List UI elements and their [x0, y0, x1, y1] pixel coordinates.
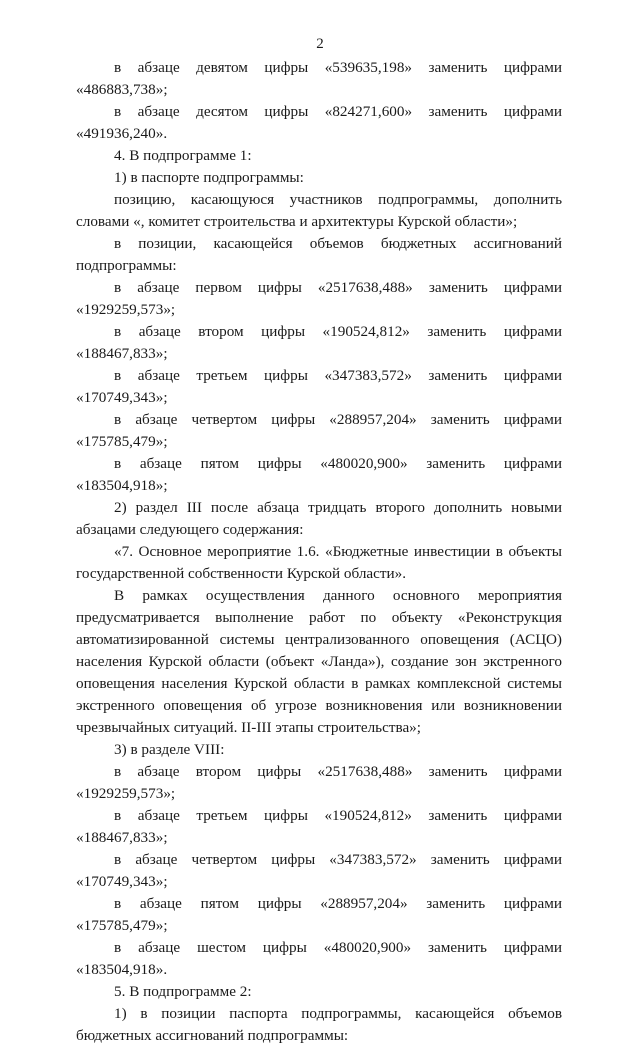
text-line: населения Курской области (объект «Ланда»), создание зон экстренного [76, 653, 562, 670]
text-line: экстренного оповещения об угрозе возникновения или возникновении [76, 697, 562, 714]
document-body [76, 57, 562, 1047]
text-line: в абзаце третьем цифры «347383,572» заменить цифрами [114, 367, 562, 384]
text-line: «188467,833»; [76, 829, 168, 846]
text-line: в позиции, касающейся объемов бюджетных ассигнований [114, 235, 562, 252]
text-line: оповещения населения Курской области в рамках комплексной системы [76, 675, 562, 692]
text-line: «170749,343»; [76, 873, 168, 890]
text-line: в абзаце шестом цифры «480020,900» заменить цифрами [114, 939, 562, 956]
text-line: в абзаце четвертом цифры «347383,572» заменить цифрами [114, 851, 562, 868]
text-line: подпрограммы: [76, 257, 177, 274]
text-line: «170749,343»; [76, 389, 168, 406]
text-line: «491936,240». [76, 125, 168, 142]
text-line: словами «, комитет строительства и архитектуры Курской области»; [76, 213, 518, 230]
text-line: «1929259,573»; [76, 785, 176, 802]
text-line: «7. Основное мероприятие 1.6. «Бюджетные инвестиции в объекты [114, 543, 562, 560]
text-line: 5. В подпрограмме 2: [114, 983, 252, 1000]
page-number: 2 [316, 36, 324, 52]
text-line: позицию, касающуюся участников подпрограммы, дополнить [114, 191, 562, 208]
text-line: «175785,479»; [76, 433, 168, 450]
text-line: государственной собственности Курской области». [76, 565, 407, 582]
text-line: 3) в разделе VIII: [114, 741, 225, 758]
text-line: «183504,918»; [76, 477, 168, 494]
text-line: предусматривается выполнение работ по объекту «Реконструкция [76, 609, 562, 626]
text-line: автоматизированной системы централизованного оповещения (АСЦО) [76, 631, 562, 648]
text-line: 1) в позиции паспорта подпрограммы, касающейся объемов [114, 1005, 562, 1022]
text-line: чрезвычайных ситуаций. II-III этапы строительства»; [76, 719, 421, 736]
text-line: в абзаце первом цифры «2517638,488» заменить цифрами [114, 279, 562, 296]
text-line: «188467,833»; [76, 345, 168, 362]
text-line: в абзаце пятом цифры «480020,900» заменить цифрами [114, 455, 562, 472]
text-line: бюджетных ассигнований подпрограммы: [76, 1027, 349, 1044]
text-line: в абзаце девятом цифры «539635,198» заменить цифрами [114, 59, 562, 76]
text-line: «486883,738»; [76, 81, 168, 98]
text-line: «183504,918». [76, 961, 168, 978]
text-line: абзацами следующего содержания: [76, 521, 304, 538]
text-line: 2) раздел III после абзаца тридцать второго дополнить новыми [114, 499, 562, 516]
text-line: в абзаце третьем цифры «190524,812» заменить цифрами [114, 807, 562, 824]
text-line: 4. В подпрограмме 1: [114, 147, 252, 164]
text-line: 1) в паспорте подпрограммы: [114, 169, 304, 186]
text-line: В рамках осуществления данного основного мероприятия [114, 587, 562, 604]
text-line: в абзаце втором цифры «2517638,488» заменить цифрами [114, 763, 562, 780]
text-line: в абзаце пятом цифры «288957,204» заменить цифрами [114, 895, 562, 912]
text-line: в абзаце втором цифры «190524,812» заменить цифрами [114, 323, 562, 340]
text-line: в абзаце четвертом цифры «288957,204» заменить цифрами [114, 411, 562, 428]
text-line: в абзаце десятом цифры «824271,600» заменить цифрами [114, 103, 562, 120]
text-line: «175785,479»; [76, 917, 168, 934]
text-line: «1929259,573»; [76, 301, 176, 318]
